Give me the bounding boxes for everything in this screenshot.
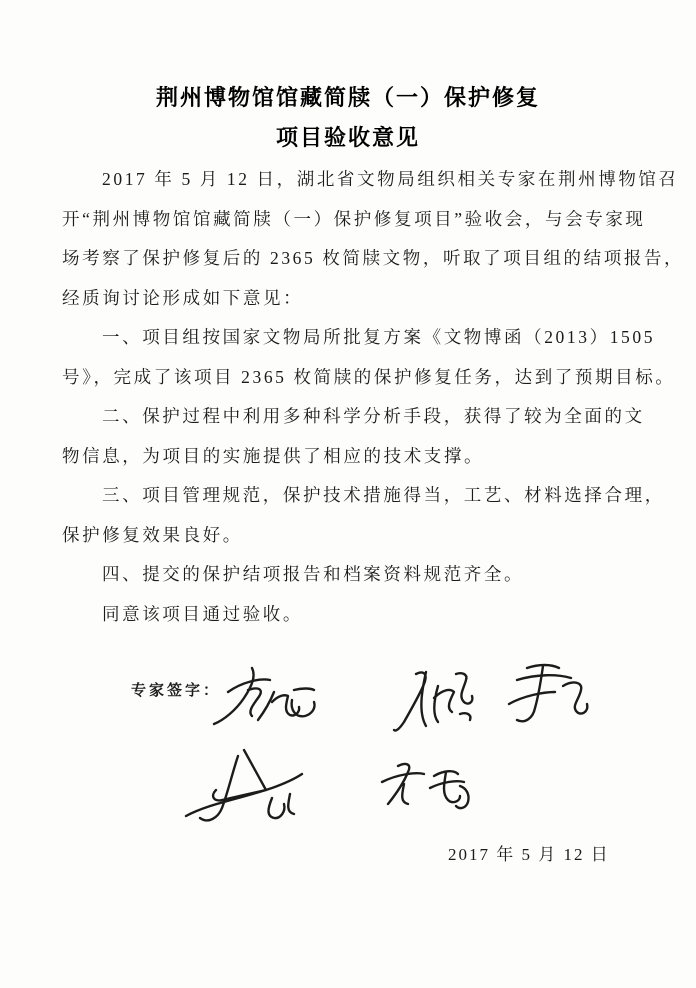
body-line-1: 2017 年 5 月 12 日，湖北省文物局组织相关专家在荆州博物馆召 (102, 169, 679, 189)
body-line-5: 一、项目组按国家文物局所批复方案《文物博函（2013）1505 (102, 327, 656, 347)
document-date: 2017 年 5 月 12 日 (448, 845, 610, 864)
handwritten-signature-2 (386, 664, 478, 747)
document-title-line-2: 项目验收意见 (275, 125, 420, 150)
expert-signature-label: 专家签字： (131, 682, 222, 699)
body-line-8: 物信息，为项目的实施提供了相应的技术支撑。 (62, 445, 485, 466)
body-line-7: 二、保护过程中利用多种科学分析手段，获得了较为全面的文 (102, 406, 645, 426)
handwritten-signature-1 (208, 662, 320, 739)
body-line-11: 四、提交的保护结项报告和档案资料规范齐全。 (102, 564, 525, 584)
document-title-line-1: 荆州博物馆馆藏简牍（一）保护修复 (155, 85, 540, 110)
document-title (0, 78, 696, 158)
handwritten-signature-5 (372, 760, 480, 823)
body-line-9: 三、项目管理规范，保护技术措施得当，工艺、材料选择合理， (102, 485, 665, 505)
handwritten-signature-3 (493, 660, 593, 733)
body-line-6: 号》，完成了该项目 2365 枚简牍的保护修复任务，达到了预期目标。 (62, 366, 676, 387)
body-line-2: 开“荆州博物馆馆藏简牍（一）保护修复项目”验收会，与会专家现 (62, 208, 646, 229)
document-body (62, 160, 685, 634)
handwritten-signature-4 (180, 746, 308, 833)
body-line-3: 场考察了保护修复后的 2365 枚简牍文物，听取了项目组的结项报告， (62, 248, 685, 268)
body-line-12: 同意该项目通过验收。 (102, 603, 303, 624)
body-line-4: 经质询讨论形成如下意见： (62, 287, 304, 308)
body-line-10: 保护修复效果良好。 (62, 524, 243, 545)
